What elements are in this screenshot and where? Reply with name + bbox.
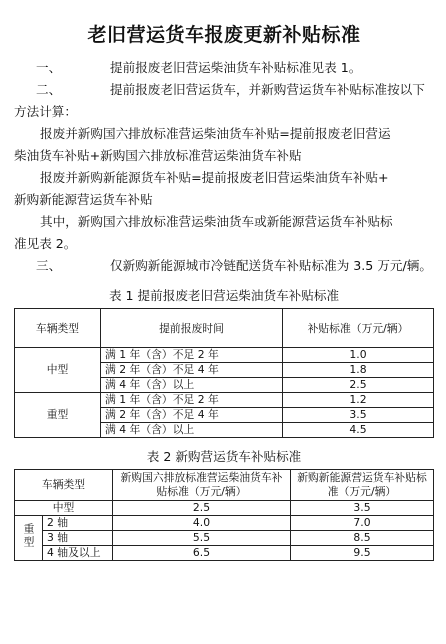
table-1-type-heavy: 重型: [15, 393, 101, 438]
section-2-text-a: 提前报废老旧营运货车，并新购营运货车补贴标准按以下: [110, 82, 425, 97]
section-3-text: 仅新购新能源城市冷链配送货车补贴标准为 3.5 万元/辆。: [110, 258, 432, 273]
table-2-header-type: 车辆类型: [15, 470, 113, 501]
table-2-ev: 7.0: [291, 516, 434, 531]
note-paragraph: [14, 211, 434, 255]
table-1-subsidy: 1.0: [283, 348, 434, 363]
table-2-diesel: 4.0: [113, 516, 291, 531]
table-1-time: 满 1 年（含）不足 2 年: [101, 393, 283, 408]
table-1-type-medium: 中型: [15, 348, 101, 393]
table-1-header-subsidy: 补贴标准（万元/辆）: [283, 309, 434, 348]
table-1: [14, 308, 434, 438]
table-1-caption: 表 1 提前报废老旧营运柴油货车补贴标准: [108, 288, 340, 303]
formula-1-line-a: 报废并新购国六排放标准营运柴油货车补贴=提前报废老旧营运: [40, 126, 391, 141]
page-title: 老旧营运货车报废更新补贴标准: [87, 24, 361, 46]
table-1-header-time: 提前报废时间: [101, 309, 283, 348]
section-3: [14, 255, 434, 277]
table-1-time: 满 1 年（含）不足 2 年: [101, 348, 283, 363]
table-row: [15, 393, 434, 408]
table-2-ev: 3.5: [291, 501, 434, 516]
table-1-subsidy: 4.5: [283, 423, 434, 438]
formula-2: [14, 167, 434, 211]
table-1-subsidy: 1.8: [283, 363, 434, 378]
table-row: [15, 546, 434, 561]
formula-2-line-a: 报废并新购新能源货车补贴=提前报废老旧营运柴油货车补贴+: [40, 170, 389, 185]
table-row: [15, 501, 434, 516]
table-row: [15, 348, 434, 363]
table-2-ev: 9.5: [291, 546, 434, 561]
table-2-type-heavy: [15, 516, 43, 561]
table-2: [14, 469, 434, 561]
table-2-header-diesel: 新购国六排放标准营运柴油货车补贴标准（万元/辆）: [113, 470, 291, 501]
section-1-text: 提前报废老旧营运柴油货车补贴标准见表 1。: [110, 60, 362, 75]
table-2-axle: 2 轴: [43, 516, 113, 531]
section-2: [14, 79, 434, 123]
table-2-diesel: 2.5: [113, 501, 291, 516]
table-2-header-row: [15, 470, 434, 501]
table-1-time: 满 4 年（含）以上: [101, 423, 283, 438]
table-2-header-ev: 新购新能源营运货车补贴标准（万元/辆）: [291, 470, 434, 501]
table-1-time: 满 2 年（含）不足 4 年: [101, 408, 283, 423]
section-1: [14, 57, 434, 79]
table-1-time: 满 4 年（含）以上: [101, 378, 283, 393]
table-2-axle: 3 轴: [43, 531, 113, 546]
section-3-number: 三、: [36, 258, 62, 273]
note-line-b: 准见表 2。: [14, 236, 77, 251]
table-1-subsidy: 2.5: [283, 378, 434, 393]
table-2-axle: 4 轴及以上: [43, 546, 113, 561]
section-1-number: 一、: [36, 60, 62, 75]
section-2-text-b: 方法计算：: [14, 104, 77, 119]
table-row: [15, 531, 434, 546]
table-2-diesel: 6.5: [113, 546, 291, 561]
table-1-time: 满 2 年（含）不足 4 年: [101, 363, 283, 378]
note-line-a: 其中，新购国六排放标准营运柴油货车或新能源营运货车补贴标: [40, 214, 393, 229]
formula-1-line-b: 柴油货车补贴+新购国六排放标准营运柴油货车补贴: [14, 148, 302, 163]
table-2-heavy-label: 重型: [22, 523, 36, 549]
formula-1: [14, 123, 434, 167]
table-2-ev: 8.5: [291, 531, 434, 546]
table-row: [15, 516, 434, 531]
table-1-header-type: 车辆类型: [15, 309, 101, 348]
section-2-number: 二、: [36, 82, 62, 97]
formula-2-line-b: 新购新能源营运货车补贴: [14, 192, 153, 207]
table-1-subsidy: 1.2: [283, 393, 434, 408]
table-2-diesel: 5.5: [113, 531, 291, 546]
table-1-subsidy: 3.5: [283, 408, 434, 423]
table-1-header-row: [15, 309, 434, 348]
table-2-caption: 表 2 新购营运货车补贴标准: [146, 449, 302, 464]
table-2-type-medium: 中型: [15, 501, 113, 516]
